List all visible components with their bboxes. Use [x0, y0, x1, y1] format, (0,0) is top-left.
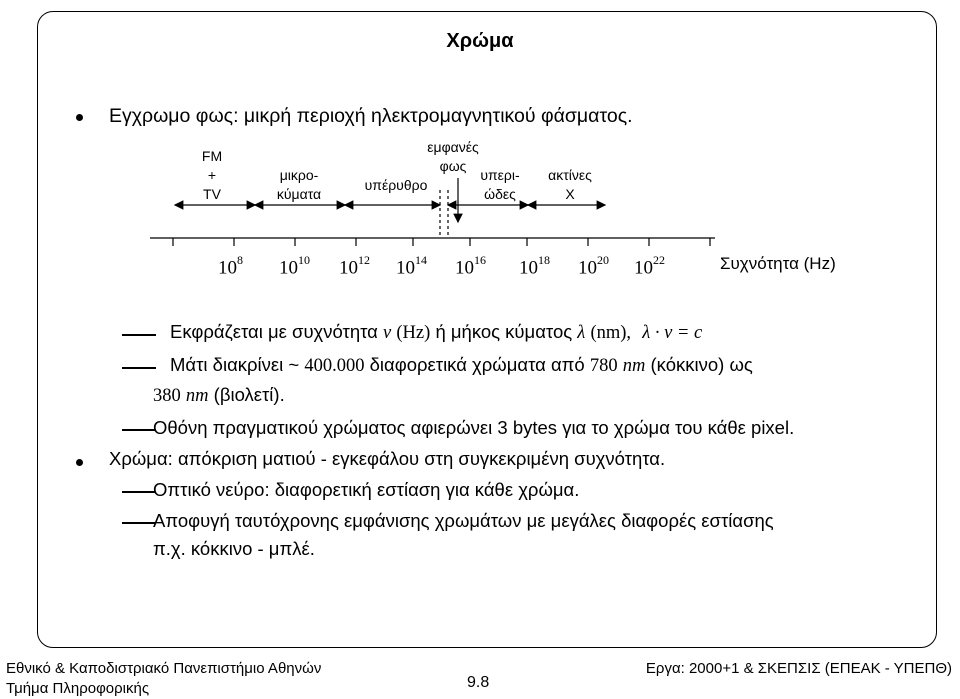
footer-department: Τμήμα Πληροφορικής	[6, 680, 150, 697]
footer-university: Εθνικό & Καποδιστριακό Πανεπιστήμιο Αθηνών	[6, 660, 322, 677]
tick-label-1e8: $10^8$	[218, 253, 243, 279]
sub-item-true-color: Οθόνη πραγματικού χρώματος αφιερώνει 3 bytes για το χρώμα του κάθε pixel.	[153, 417, 795, 438]
sub-item-eye-colors-cont: 380 nm (βιολετί).	[153, 384, 285, 406]
tick-label-1e22: $10^{22}$	[634, 253, 665, 279]
axis-label-frequency: Συχνότητα (Hz)	[720, 254, 836, 273]
bullet-dot	[76, 459, 83, 466]
tick-label-1e14: $10^{14}$	[396, 253, 427, 279]
tick-label-1e10: $10^{10}$	[279, 253, 310, 279]
sub-item-frequency: Εκφράζεται με συχνότητα ν (Hz) ή μήκος κύματος λ (nm), λ · ν = c	[170, 321, 703, 343]
sub-item-avoid-colors-cont: π.χ. κόκκινο - μπλέ.	[153, 538, 315, 559]
dash-marker	[122, 429, 156, 431]
tick-label-1e16: $10^{16}$	[455, 253, 486, 279]
tick-label-1e12: $10^{12}$	[339, 253, 370, 279]
sub-item-eye-colors: Μάτι διακρίνει ~ 400.000 διαφορετικά χρώματα από 780 nm (κόκκινο) ως	[170, 354, 753, 376]
band-xrays: ακτίνες X	[548, 167, 592, 202]
bullet-1-text: Εγχρωμο φως: μικρή περιοχή ηλεκτρομαγνητικού φάσματος.	[109, 105, 633, 127]
sub-item-optic-nerve: Οπτικό νεύρο: διαφορετική εστίαση για κάθε χρώμα.	[153, 479, 580, 500]
tick-label-1e20: $10^{20}$	[578, 253, 609, 279]
tick-label-1e18: $10^{18}$	[519, 253, 550, 279]
dash-marker	[122, 491, 156, 493]
page-number: 9.8	[467, 674, 490, 691]
band-visible: εμφανές φως	[427, 139, 479, 174]
sub-item-avoid-colors: Αποφυγή ταυτόχρονης εμφάνισης χρωμάτων με μεγάλες διαφορές εστίασης	[153, 510, 774, 531]
slide-title: Χρώμα	[446, 30, 514, 52]
band-fm-tv: FM + TV	[201, 148, 223, 202]
dash-marker	[122, 334, 156, 336]
band-microwaves: μικρο- κύματα	[276, 167, 322, 202]
dash-marker	[122, 367, 156, 369]
dash-marker	[122, 522, 156, 524]
band-ultraviolet: υπερι- ώδες	[480, 167, 520, 202]
bullet-2-text: Χρώμα: απόκριση ματιού - εγκεφάλου στη συγκεκριμένη συχνότητα.	[109, 448, 666, 469]
band-infrared: υπέρυθρο	[364, 177, 428, 193]
footer-project: Εργα: 2000+1 & ΣΚΕΠΣΙΣ (ΕΠΕΑΚ - ΥΠΕΠΘ)	[645, 660, 952, 677]
